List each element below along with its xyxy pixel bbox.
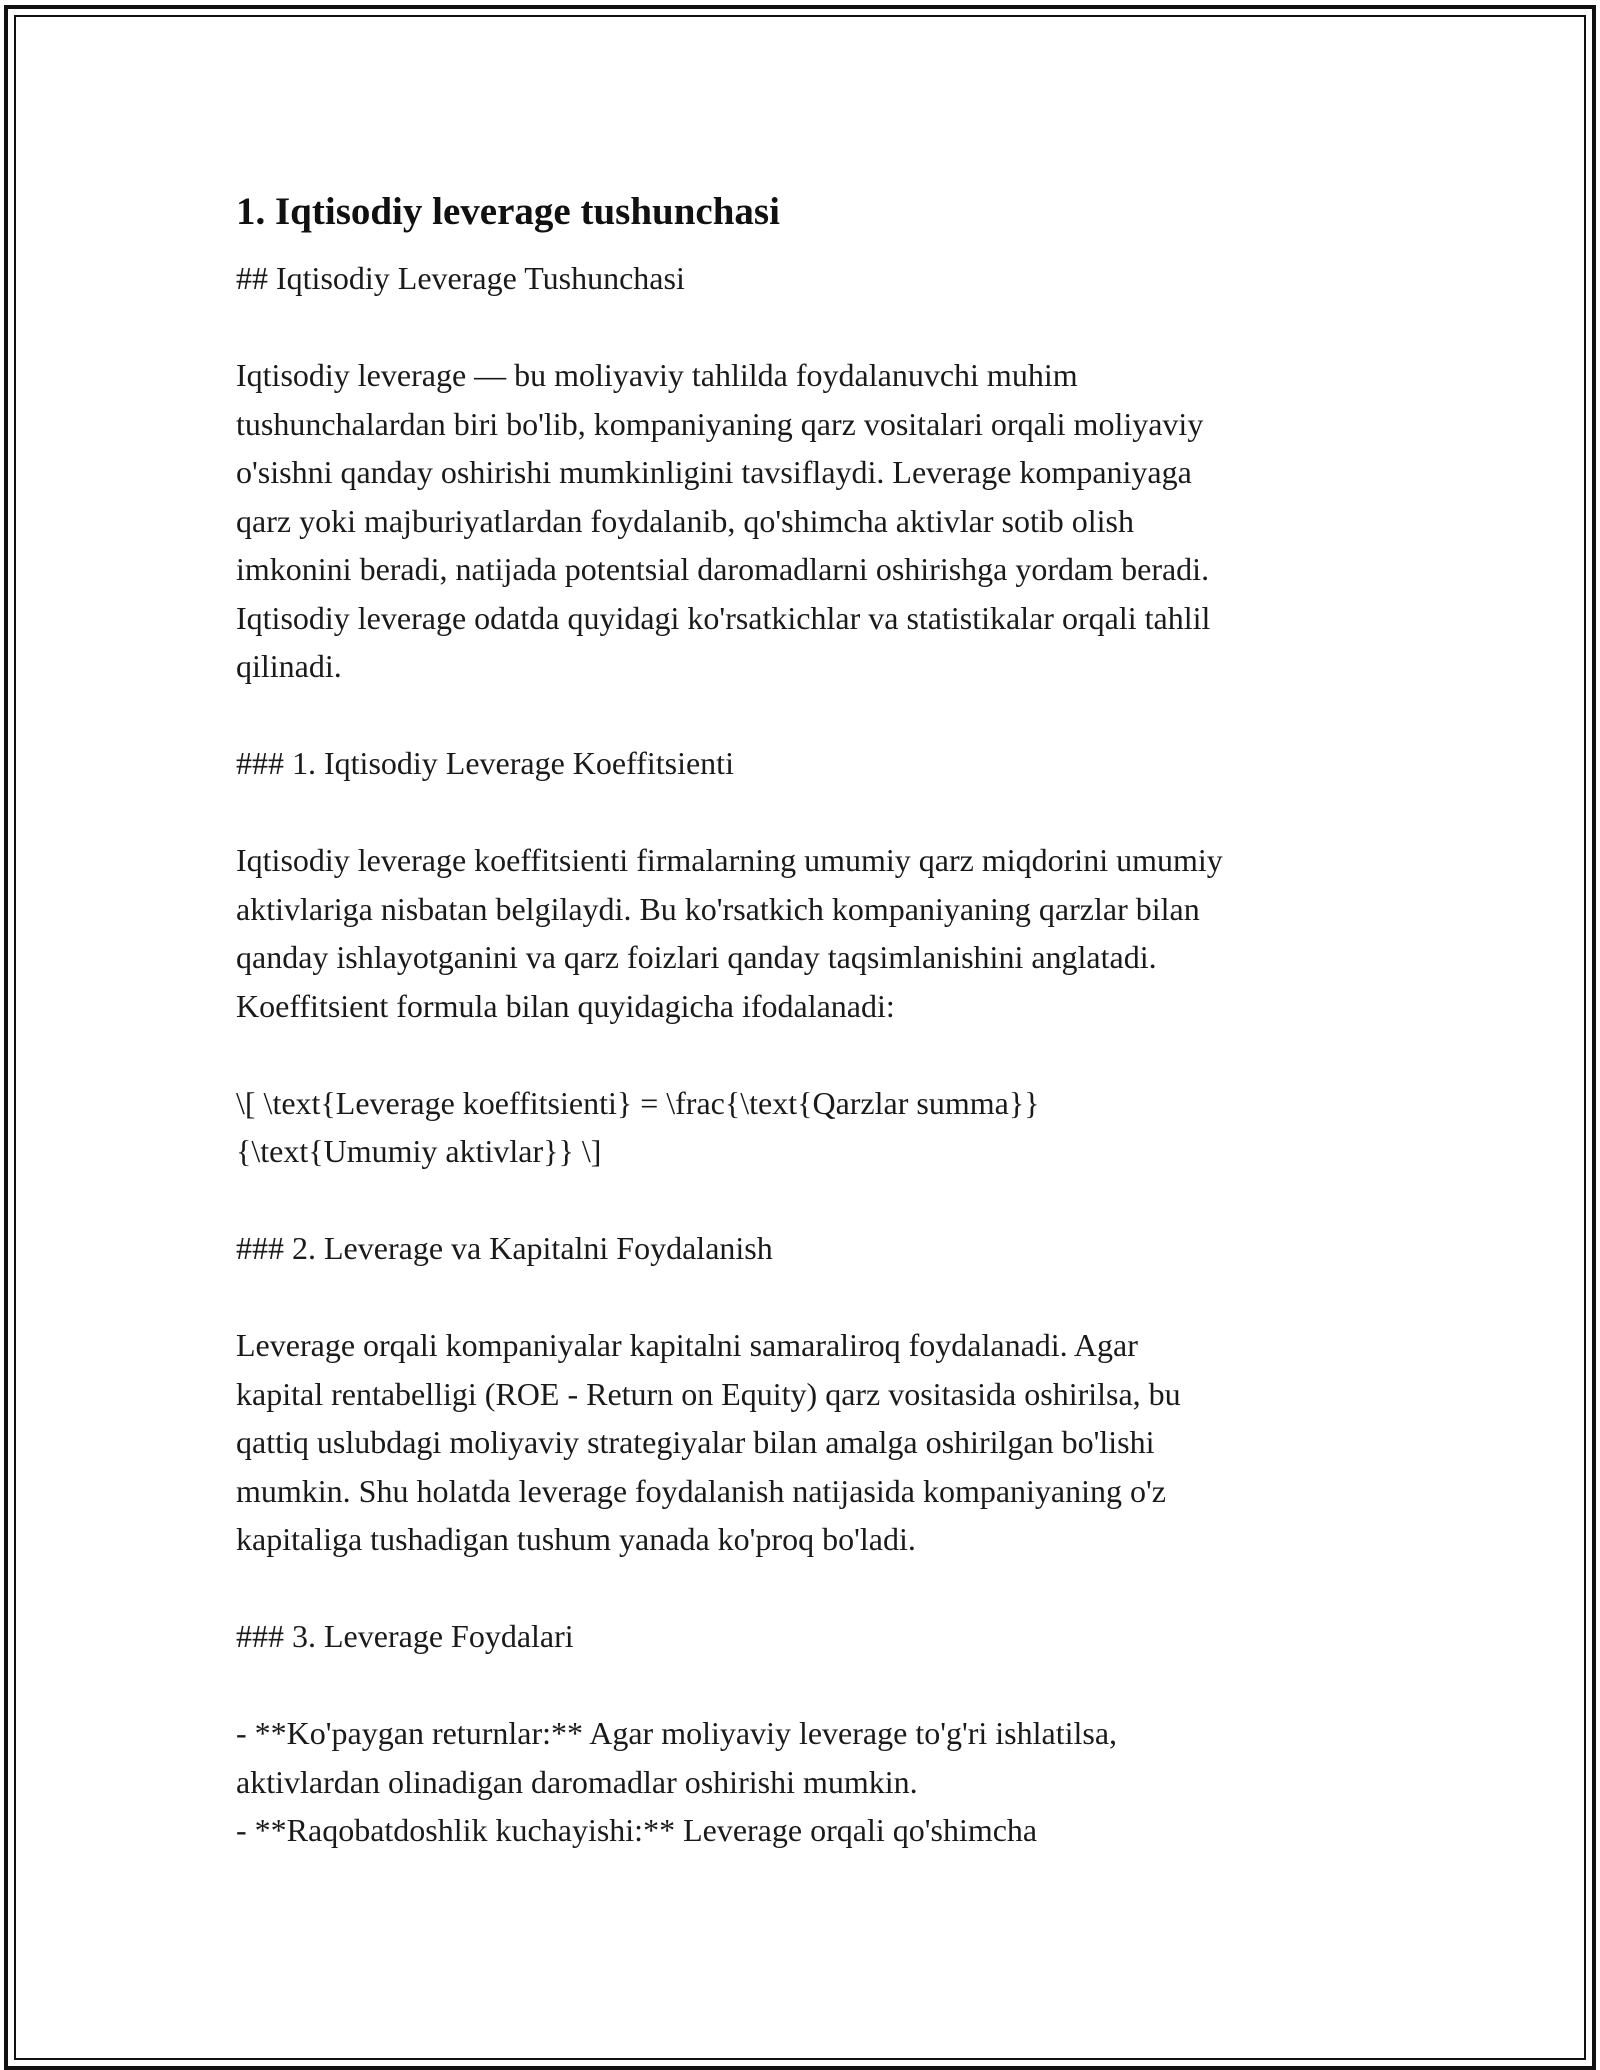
text-line: qanday ishlayotganini va qarz foizlari qanday taqsimlanishini anglatadi. — [236, 939, 1157, 975]
text-line: aktivlariga nisbatan belgilaydi. Bu ko'rsatkich kompaniyaning qarzlar bilan — [236, 890, 1200, 927]
blank-line — [236, 1564, 1386, 1613]
text-line: ### 3. Leverage Foydalari — [236, 1618, 574, 1654]
blank-line — [236, 1273, 1386, 1322]
text-line: mumkin. Shu holatda leverage foydalanish natijasida kompaniyaning o'z — [236, 1472, 1166, 1509]
text-line: - **Ko'paygan returnlar:** Agar moliyaviy leverage to'g'ri ishlatilsa, — [236, 1715, 1118, 1751]
text-line: kapital rentabelligi (ROE - Return on Equity) qarz vositasida oshirilsa, bu — [236, 1375, 1181, 1412]
document-body — [236, 254, 1386, 1855]
text-line: imkonini beradi, natijada potentsial daromadlarni oshirishga yordam beradi. — [236, 551, 1210, 587]
blank-line — [236, 691, 1386, 740]
text-line: qarz yoki majburiyatlardan foydalanib, qo'shimcha aktivlar sotib olish — [236, 502, 1134, 539]
blank-line — [236, 1030, 1386, 1079]
blank-line — [236, 1176, 1386, 1225]
text-line: {\text{Umumiy aktivlar}} \] — [236, 1133, 602, 1169]
text-line: kapitaliga tushadigan tushum yanada ko'proq bo'ladi. — [236, 1521, 916, 1557]
document-title: 1. Iqtisodiy leverage tushunchasi — [236, 190, 780, 233]
text-line: ## Iqtisodiy Leverage Tushunchasi — [236, 260, 685, 296]
text-line: ### 1. Iqtisodiy Leverage Koeffitsienti — [236, 745, 734, 781]
text-line: - **Raqobatdoshlik kuchayishi:** Leverage orqali qo'shimcha — [236, 1812, 1038, 1848]
blank-line — [236, 1661, 1386, 1710]
text-line: aktivlardan olinadigan daromadlar oshirishi mumkin. — [236, 1763, 918, 1800]
text-line: tushunchalardan biri bo'lib, kompaniyaning qarz vositalari orqali moliyaviy — [236, 405, 1204, 442]
text-line: Iqtisodiy leverage odatda quyidagi ko'rsatkichlar va statistikalar orqali tahlil — [236, 599, 1211, 636]
text-line: ### 2. Leverage va Kapitalni Foydalanish — [236, 1230, 773, 1266]
text-line: qilinadi. — [236, 648, 342, 684]
text-line: Iqtisodiy leverage — bu moliyaviy tahlilda foydalanuvchi muhim — [236, 357, 1078, 393]
text-line: o'sishni qanday oshirishi mumkinligini tavsiflaydi. Leverage kompaniyaga — [236, 454, 1192, 490]
text-line: Koeffitsient formula bilan quyidagicha ifodalanadi: — [236, 987, 895, 1024]
text-line: Iqtisodiy leverage koeffitsienti firmalarning umumiy qarz miqdorini umumiy — [236, 842, 1223, 878]
text-line: Leverage orqali kompaniyalar kapitalni samaraliroq foydalanadi. Agar — [236, 1327, 1138, 1363]
blank-line — [236, 303, 1386, 352]
text-line: qattiq uslubdagi moliyaviy strategiyalar bilan amalga oshirilgan bo'lishi — [236, 1424, 1155, 1460]
document — [236, 188, 1386, 1855]
blank-line — [236, 788, 1386, 837]
text-line: \[ \text{Leverage koeffitsienti} = \frac{\text{Qarzlar summa}} — [236, 1084, 1040, 1121]
